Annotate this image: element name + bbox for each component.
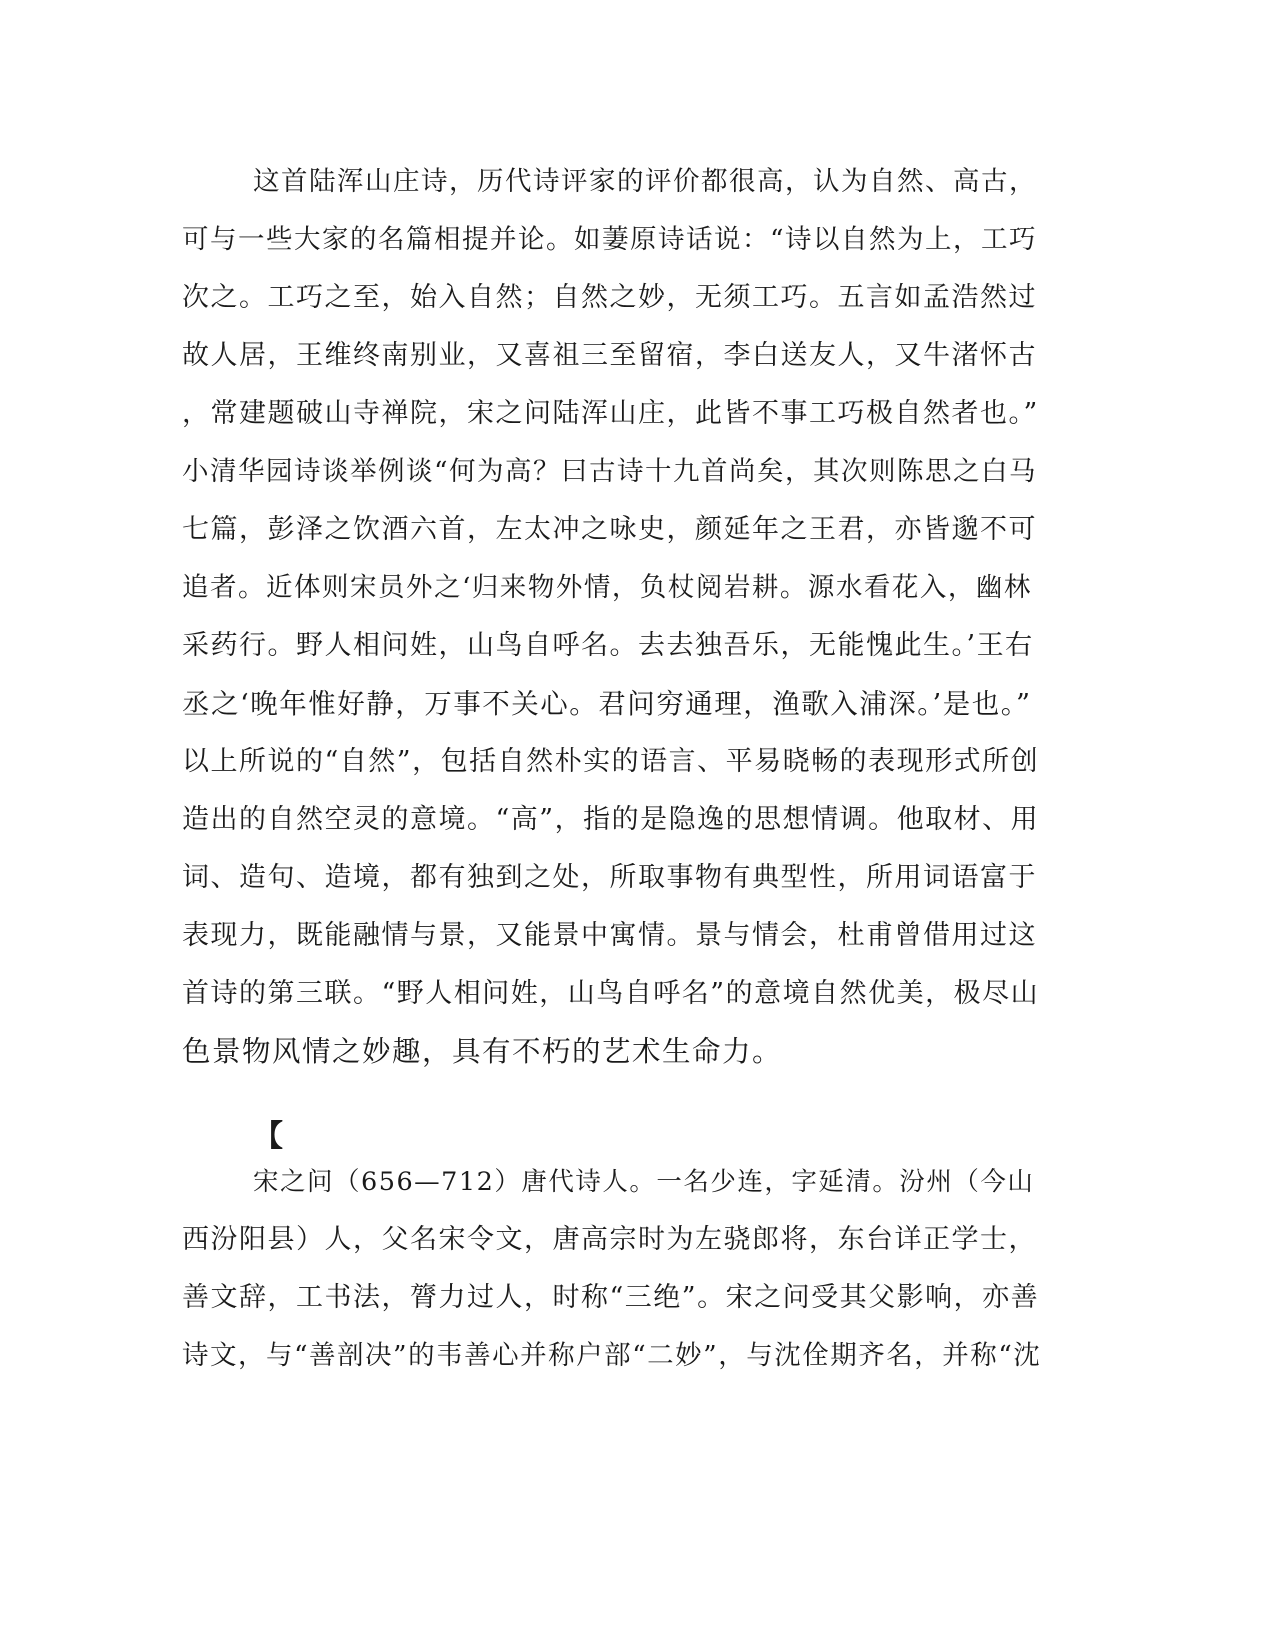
text-line: ，常建题破山寺禅院，宋之问陆浑山庄，此皆不事工巧极自然者也。” bbox=[182, 398, 1039, 429]
paragraph-commentary bbox=[182, 153, 1042, 1081]
text-line: 色景物风情之妙趣，具有不朽的艺术生命力。 bbox=[182, 1035, 783, 1068]
paragraph-biography bbox=[182, 1153, 1042, 1385]
text-line: 采药行。野人相问姓，山鸟自呼名。去去独吾乐，无能愧此生。’王右 bbox=[182, 630, 1034, 661]
text-line: 首诗的第三联。“野人相问姓，山鸟自呼名”的意境自然优美，极尽山 bbox=[182, 978, 1040, 1009]
text-line: 词、造句、造境，都有独到之处，所取事物有典型性，所用词语富于 bbox=[182, 862, 1037, 893]
text-line: 表现力，既能融情与景，又能景中寓情。景与情会，杜甫曾借用过这 bbox=[182, 920, 1037, 951]
text-line: 次之。工巧之至，始入自然；自然之妙，无须工巧。五言如孟浩然过 bbox=[182, 282, 1037, 313]
text-line: 造出的自然空灵的意境。“高”，指的是隐逸的思想情调。他取材、用 bbox=[182, 804, 1040, 835]
text-line: 丞之‘晚年惟好静，万事不关心。君问穷通理，渔歌入浦深。’是也。” bbox=[182, 688, 1032, 720]
text-line: 可与一些大家的名篇相提并论。如萋原诗话说：“诗以自然为上，工巧 bbox=[182, 224, 1038, 255]
text-line: 追者。近体则宋员外之‘归来物外情，负杖阅岩耕。源水看花入，幽林 bbox=[182, 572, 1032, 603]
text-line: 诗文，与“善剖决”的韦善心并称户部“二妙”，与沈佺期齐名，并称“沈 bbox=[182, 1340, 1042, 1371]
section-bracket: 【 bbox=[253, 1119, 283, 1154]
text-line: 这首陆浑山庄诗，历代诗评家的评价都很高，认为自然、高古， bbox=[253, 166, 1037, 197]
text-line: 宋之问（656—712）唐代诗人。一名少连，字延清。汾州（今山 bbox=[253, 1167, 1035, 1197]
text-line: 以上所说的“自然”，包括自然朴实的语言、平易晓畅的表现形式所创 bbox=[182, 746, 1040, 777]
text-line: 七篇，彭泽之饮酒六首，左太冲之咏史，颜延年之王君，亦皆邈不可 bbox=[182, 514, 1037, 545]
text-line: 西汾阳县）人，父名宋令文，唐高宗时为左骁郎将，东台详正学士， bbox=[182, 1224, 1037, 1255]
text-line: 善文辞，工书法，膂力过人，时称“三绝”。宋之问受其父影响，亦善 bbox=[182, 1282, 1040, 1313]
text-line: 小清华园诗谈举例谈“何为高？曰古诗十九首尚矣，其次则陈思之白马 bbox=[182, 456, 1038, 487]
text-line: 故人居，王维终南别业，又喜祖三至留宿，李白送友人，又牛渚怀古 bbox=[182, 340, 1037, 371]
